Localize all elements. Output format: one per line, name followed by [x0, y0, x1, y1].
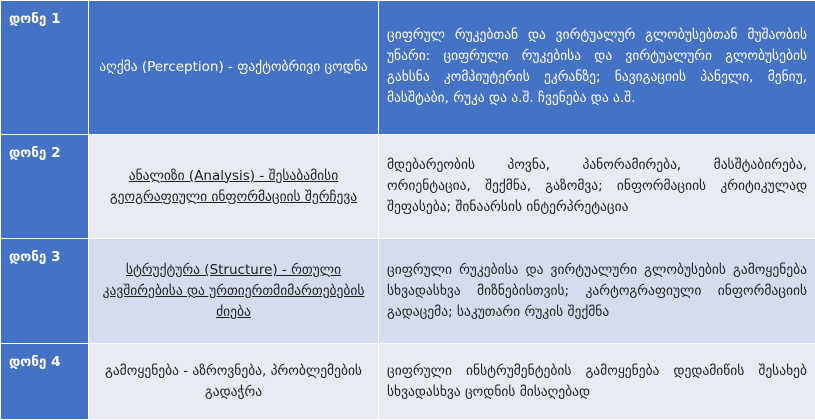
table-row	[1, 344, 815, 420]
level-description: ციფრულ რუკებთან და ვირტუალურ გლობუსებთან მუშაობის უნარი: ციფრული რუკებისა და ვირტუალური გლობუსების გახსნა კომპიუტერის ეკრანზე; ნავიგაციის პანელი, მენიუ, მასშტაბი, რუკა და ა.შ. ჩვენება და ა.შ.	[379, 1, 815, 135]
level-label: დონე 1	[1, 1, 89, 135]
level-name: ანალიზი (Analysis) - შესაბამისი გეოგრაფიული ინფორმაციის შერჩევა	[89, 134, 379, 239]
table-row	[1, 1, 815, 135]
table-row	[1, 239, 815, 344]
level-description: ციფრული ინსტრუმენტების გამოყენება დედამიწის შესახებ სხვადასხვა ცოდნის მისაღებად	[379, 344, 815, 420]
table-row	[1, 134, 815, 239]
level-label: დონე 3	[1, 239, 89, 344]
level-name: სტრუქტურა (Structure) - რთული კავშირებისა და ურთიერთმიმართებების ძიება	[89, 239, 379, 344]
level-description: ციფრული რუკებისა და ვირტუალური გლობუსების გამოყენება სხვადასხვა მიზნებისთვის; კარტოგრაფიული ინფორმაციის გადაცემა; საკუთარი რუკის შექმნა	[379, 239, 815, 344]
level-description: მდებარეობის პოვნა, პანორამირება, მასშტაბირება, ორიენტაცია, შექმნა, გაზომვა; ინფორმაციის კრიტიკულად შეფასება; შინაარსის ინტერპრეტაცია	[379, 134, 815, 239]
level-label: დონე 2	[1, 134, 89, 239]
level-label: დონე 4	[1, 344, 89, 420]
level-name: აღქმა (Perception) - ფაქტობრივი ცოდნა	[89, 1, 379, 135]
level-name: გამოყენება - აზროვნება, პრობლემების გადაჭრა	[89, 344, 379, 420]
